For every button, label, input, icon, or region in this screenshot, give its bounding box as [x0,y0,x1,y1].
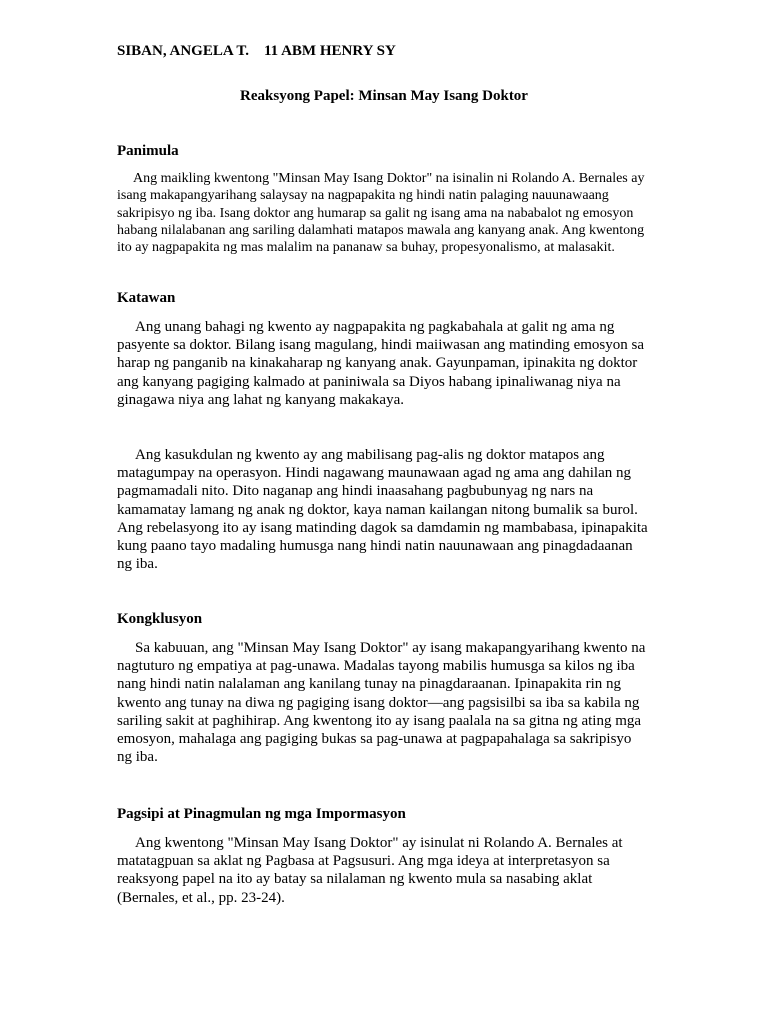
author-name: SIBAN, ANGELA T. [117,43,249,59]
document-title: Reaksyong Papel: Minsan May Isang Doktor [240,88,528,104]
author-header [117,43,396,60]
paragraph-pagsipi: Ang kwentong "Minsan May Isang Doktor" ay isinulat ni Rolando A. Bernales at matatagpuan sa aklat ng Pagbasa at Pagsusuri. Ang mga ideya at interpretasyon sa reaksyong papel na ito ay batay sa nilalaman ng kwento mula sa nasabing aklat (Bernales, et al., pp. 23-24). [117,835,623,906]
heading-panimula: Panimula [117,143,179,159]
paragraph-panimula: Ang maikling kwentong "Minsan May Isang Doktor" na isinalin ni Rolando A. Bernales ay isang makapangyarihang salaysay na nagpapakita ng hindi natin palaging nauunawaang sakripisyo ng iba. Isang doktor ang humarap sa galit ng isang ama na nababalot ng emosyon habang nilalabanan ang sariling dalamhati matapos mawala ang kanyang anak. Ang kwentong ito ay nagpapakita ng mas malalim na pananaw sa buhay, propesyonalismo, at malasakit. [117,171,645,256]
class-section: 11 ABM HENRY SY [264,43,396,59]
paragraph-katawan-2: Ang kasukdulan ng kwento ay ang mabilisang pag-alis ng doktor matapos ang matagumpay na operasyon. Hindi nagawang maunawaan agad ng ama ang dahilan ng pagmamadali nito. Dito naganap ang hindi inaasahang pagbubunyag ng nars na kamamatay lamang ng anak ng doktor, kaya naman kailangan nitong bumalik sa burol. Ang rebelasyong ito ay isang matinding dagok sa damdamin ng mambabasa, ipinapakita kung paano tayo madaling humusga nang hindi natin nauunawaan ang pinagdadaanan ng iba. [117,447,648,573]
heading-pagsipi: Pagsipi at Pinagmulan ng mga Impormasyon [117,806,406,822]
paragraph-kongklusyon: Sa kabuuan, ang "Minsan May Isang Doktor" ay isang makapangyarihang kwento na nagtuturo ng empatiya at pag-unawa. Madalas tayong mabilis humusga sa kilos ng iba nang hindi natin nalalaman ang kanilang tunay na pinagdaraanan. Ipinapakita rin ng kwento ang tunay na diwa ng pagiging isang doktor—ang pagsisilbi sa iba sa kabila ng sariling sakit at paghihirap. Ang kwentong ito ay isang paalala na sa gitna ng ating mga emosyon, mahalaga ang pagiging bukas sa pag-unawa at pagpapahalaga sa sakripisyo ng iba. [117,640,646,766]
heading-katawan: Katawan [117,290,176,306]
heading-kongklusyon: Kongklusyon [117,611,203,627]
paragraph-katawan-1: Ang unang bahagi ng kwento ay nagpapakita ng pagkabahala at galit ng ama ng pasyente sa doktor. Bilang isang magulang, hindi maiiwasan ang matinding emosyon sa harap ng panganib na kinakaharap ng kanyang anak. Gayunpaman, ipinakita ng doktor ang kanyang pagiging kalmado at paniniwala sa Diyos habang ipinaliwanag niya na ginagawa niya ang lahat ng kanyang makakaya. [117,319,644,408]
